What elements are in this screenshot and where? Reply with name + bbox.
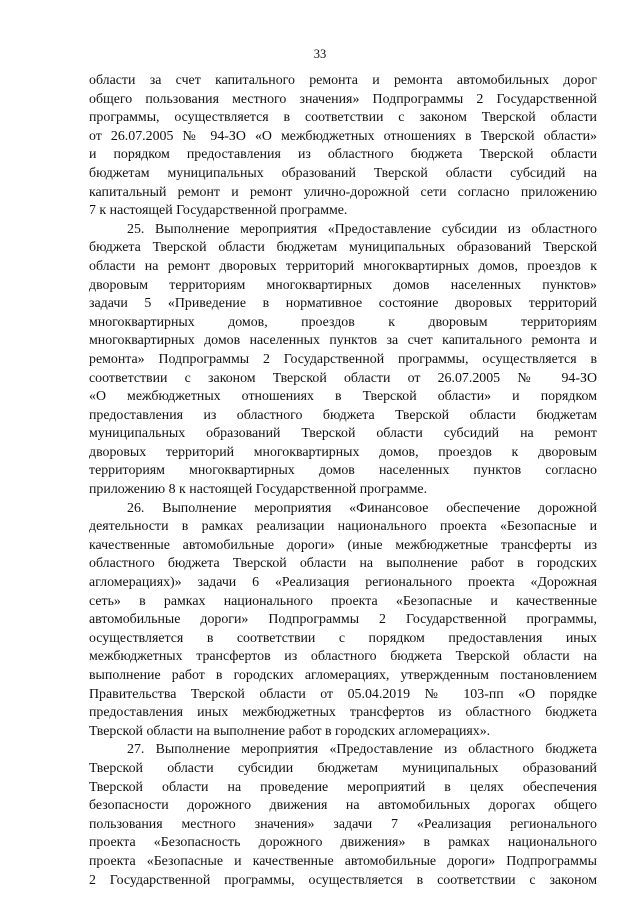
- paragraph-line: проекта «Безопасность дорожного движения» в рамках национального: [89, 835, 597, 851]
- paragraph-line: пользования местного значения» задачи 7 «Реализация регионального: [89, 816, 597, 832]
- paragraph-line: автомобильные дороги» Подпрограммы 2 Государственной программы,: [89, 612, 597, 628]
- paragraph-line: муниципальных образований Тверской области субсидий на ремонт: [89, 426, 597, 442]
- paragraph-line: задачи 5 «Приведение в нормативное состояние дворовых территорий: [89, 296, 597, 312]
- paragraph-line: программы, осуществляется в соответствии с законом Тверской области: [89, 110, 597, 126]
- paragraph-line: Тверской области субсидии бюджетам муниципальных образований: [89, 760, 597, 776]
- paragraph-line: Тверской области на выполнение работ в городских агломерациях».: [89, 723, 491, 739]
- paragraph-line: бюджета Тверской области бюджетам муниципальных образований Тверской: [89, 240, 597, 256]
- paragraph-line: от 26.07.2005 № 94-ЗО «О межбюджетных отношениях в Тверской области»: [89, 128, 597, 144]
- paragraph-line: деятельности в рамках реализации национального проекта «Безопасные и: [89, 519, 597, 535]
- paragraph-line: качественные автомобильные дороги» (иные межбюджетные трансферты из: [89, 537, 597, 553]
- paragraph-line: многоквартирных домов населенных пунктов за счет капитального ремонта и: [89, 333, 597, 349]
- paragraph-line: выполнение работ в городских агломерациях, утвержденным постановлением: [89, 668, 597, 683]
- paragraph-line: 25. Выполнение мероприятия «Предоставление субсидии из областного: [127, 221, 597, 237]
- paragraph-line: Правительства Тверской области от 05.04.2019 № 103-пп «О порядке: [89, 686, 597, 702]
- paragraph-line: дворовым территориям многоквартирных домов населенных пунктов»: [89, 277, 597, 293]
- paragraph-line: «О межбюджетных отношениях в Тверской области» и порядком: [89, 389, 597, 405]
- paragraph-line: области на ремонт дворовых территорий многоквартирных домов, проездов к: [89, 258, 597, 274]
- paragraph-line: межбюджетных трансфертов из областного бюджета Тверской области на: [89, 649, 597, 665]
- document-body: [89, 72, 597, 890]
- paragraph-1: [89, 72, 597, 221]
- paragraph-line: общего пользования местного значения» Подпрограммы 2 Государственной: [89, 91, 597, 107]
- paragraph-line: областного бюджета Тверской области на выполнение работ в городских: [89, 556, 597, 572]
- paragraph-line: ремонта» Подпрограммы 2 Государственной программы, осуществляется в: [89, 351, 597, 367]
- paragraph-line: агломерациях)» задачи 6 «Реализация регионального проекта «Дорожная: [89, 575, 597, 591]
- paragraph-line: 27. Выполнение мероприятия «Предоставление из областного бюджета: [127, 742, 597, 758]
- page-number: 33: [313, 47, 327, 61]
- paragraph-4: [89, 741, 597, 890]
- paragraph-3: [89, 500, 597, 742]
- paragraph-line: приложению 8 к настоящей Государственной программе.: [89, 482, 428, 498]
- paragraph-line: многоквартирных домов, проездов к дворовым территориям: [89, 314, 597, 330]
- paragraph-line: капитальный ремонт и ремонт улично-дорожной сети согласно приложению: [89, 184, 597, 200]
- paragraph-2: [89, 221, 597, 500]
- paragraph-line: области за счет капитального ремонта и ремонта автомобильных дорог: [89, 73, 597, 88]
- paragraph-line: предоставления иных межбюджетных трансфертов из областного бюджета: [89, 705, 597, 721]
- paragraph-line: осуществляется в соответствии с порядком предоставления иных: [89, 630, 597, 646]
- paragraph-line: бюджетам муниципальных образований Тверской области субсидий на: [89, 165, 597, 181]
- paragraph-line: 7 к настоящей Государственной программе.: [89, 203, 348, 219]
- paragraph-line: 2 Государственной программы, осуществляется в соответствии с законом: [89, 872, 597, 888]
- paragraph-line: 26. Выполнение мероприятия «Финансовое обеспечение дорожной: [127, 500, 597, 516]
- paragraph-line: сеть» в рамках национального проекта «Безопасные и качественные: [89, 593, 597, 609]
- paragraph-line: и порядком предоставления из областного бюджета Тверской области: [89, 147, 597, 163]
- paragraph-line: безопасности дорожного движения на автомобильных дорогах общего: [89, 798, 597, 814]
- paragraph-line: соответствии с законом Тверской области от 26.07.2005 № 94-ЗО: [89, 370, 597, 386]
- paragraph-line: территориям многоквартирных домов населенных пунктов согласно: [89, 463, 597, 479]
- paragraph-line: Тверской области на проведение мероприятий в целях обеспечения: [89, 779, 597, 795]
- paragraph-line: дворовых территорий многоквартирных домов, проездов к дворовым: [89, 444, 597, 460]
- paragraph-line: проекта «Безопасные и качественные автомобильные дороги» Подпрограммы: [89, 853, 597, 869]
- paragraph-line: предоставления из областного бюджета Тверской области бюджетам: [89, 407, 597, 423]
